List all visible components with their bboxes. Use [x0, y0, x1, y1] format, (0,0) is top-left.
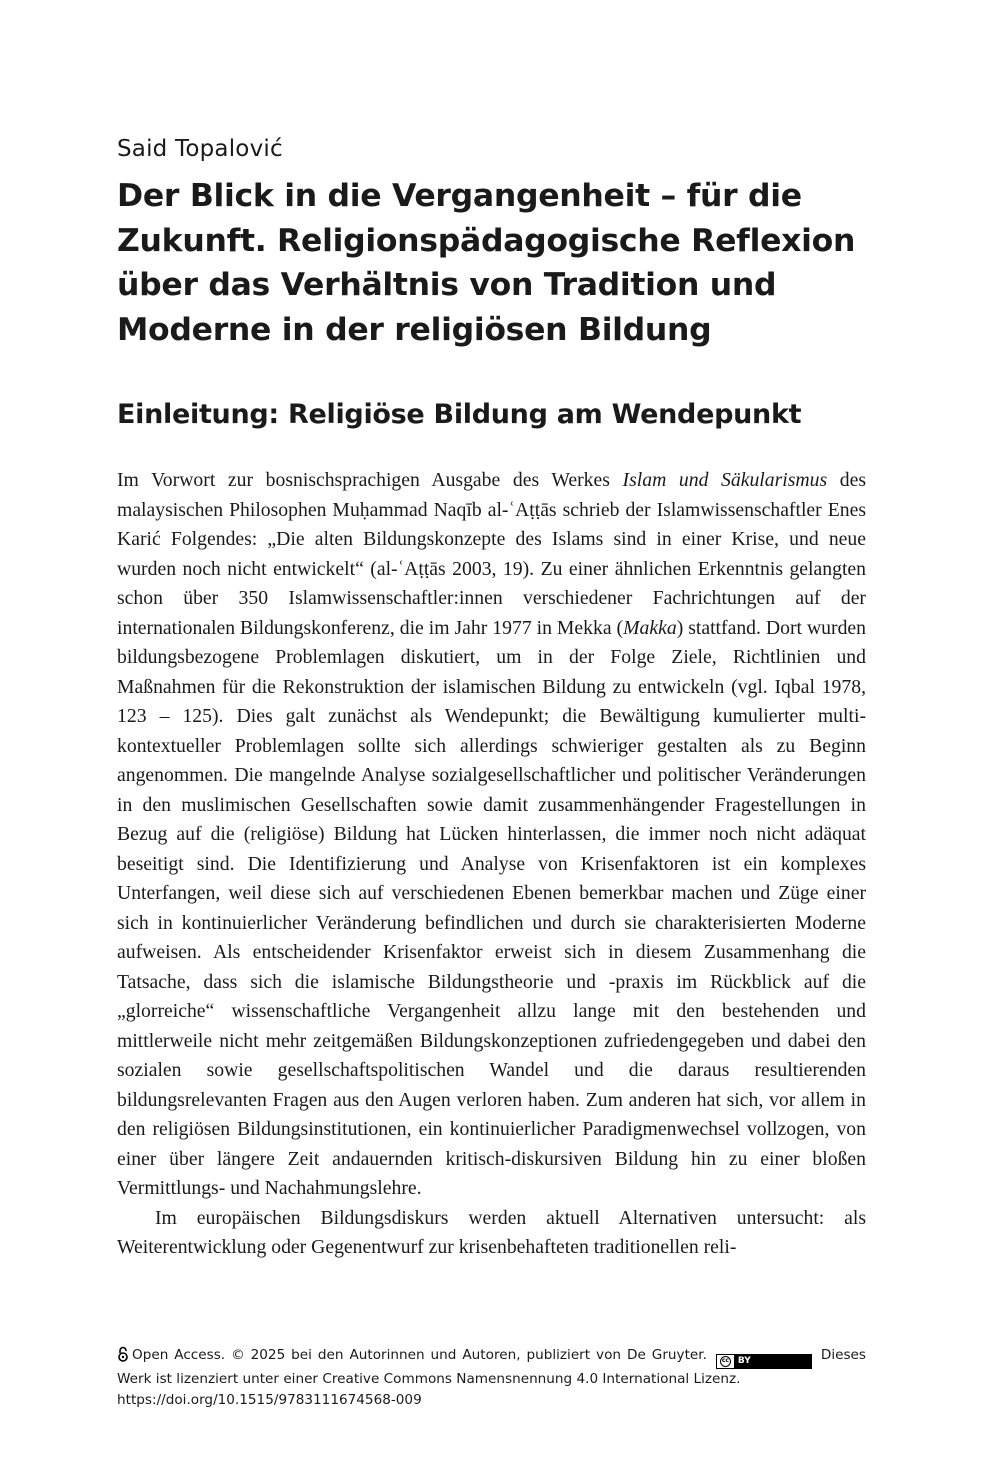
- paragraph-1: [117, 466, 866, 1204]
- license-text-after: Dieses Werk ist lizenziert unter einer Creative Commons Namensnennung 4.0 International Lizenz.: [117, 1347, 866, 1387]
- paragraph-2: Im europäischen Bildungsdiskurs werden aktuell Alternativen untersucht: als Weiterentwicklung oder Gegenentwurf zur krisenbehafteten traditionellen reli-: [117, 1206, 866, 1258]
- paragraph-1-part-a: Im Vorwort zur bosnischsprachigen Ausgabe des Werkes: [117, 469, 623, 491]
- author-name: Said Topalović: [117, 136, 283, 162]
- license-text-before: Open Access. © 2025 bei den Autorinnen und Autoren, publiziert von De Gruyter.: [132, 1347, 707, 1363]
- chapter-title: Der Blick in die Vergangenheit – für die Zukunft. Religionspädagogische Reflexion über das Verhältnis von Tradition und Moderne in der religiösen Bildung: [117, 178, 856, 348]
- book-title-italic: Islam und Säkularismus: [622, 469, 828, 491]
- cc-badge-left: cc: [720, 1356, 731, 1367]
- license-footer: [117, 1345, 866, 1411]
- doi-link[interactable]: https://doi.org/10.1515/9783111674568-009: [117, 1392, 422, 1408]
- open-access-lock-icon: [117, 1346, 129, 1362]
- place-name-italic: Makka: [623, 616, 677, 639]
- body-text: [117, 466, 866, 1263]
- paragraph-1-part-c: ) stattfand. Dort wurden bildungsbezogene Problemlagen diskutiert, um in der Folge Ziele, Richtlinien und Maßnahmen für die Rekonstruktion der islamischen Bildung zu entwickeln (vgl. Iqbal 1978, 123 – 125). Dies galt zunächst als Wendepunkt; die Bewältigung kumulierter multi-kontextueller Problemlagen sollte sich allerdings schwieriger gestalten als zu Beginn angenommen. Die mangelnde Analyse sozialgesellschaftlicher und politischer Veränderungen in den muslimischen Gesellschaften sowie damit zusammenhängender Fragestellungen in Bezug auf die (religiöse) Bildung hat Lücken hinterlassen, die immer noch nicht adäquat beseitigt sind. Die Identifizierung und Analyse von Krisenfaktoren ist ein komplexes Unterfangen, weil diese sich auf verschiedenen Ebenen bemerkbar machen und Züge einer sich in kontinuierlicher Veränderung befindlichen und durch sie charakterisierten Moderne aufweisen. Als entscheidender Krisenfaktor erweist sich in diesem Zusammenhang die Tatsache, dass sich die islamische Bildungstheorie und -praxis im Rückblick auf die „glorreiche“ wissenschaftliche Vergangenheit allzu lange mit den bestehenden und mittlerweile nicht mehr zeitgemäßen Bildungskonzeptionen zufriedengegeben und dabei den sozialen sowie gesellschaftspolitischen Wandel und die daraus resultierenden bildungsrelevanten Fragen aus den Augen verloren haben. Zum anderen hat sich, vor allem in den religiösen Bildungsinstitutionen, ein kontinuierlicher Paradigmenwechsel vollzogen, von einer über längere Zeit andauernden kritisch-diskursiven Bildung hin zu einer bloßen Vermittlungs- und Nachahmungslehre.: [117, 616, 866, 1199]
- cc-badge-right: BY: [734, 1355, 811, 1368]
- section-heading: Einleitung: Religiöse Bildung am Wendepunkt: [117, 399, 802, 430]
- paragraph-1-part-b: des malaysischen Philosophen Muḥammad Naqīb al-ʿAṭṭās schrieb der Islamwissenschaftler Enes Karić Folgendes: „Die alten Bildungskonzepte des Islams sind in einer Krise, und neue wurden noch nicht entwickelt“ (al-ʿAṭṭās 2003, 19). Zu einer ähnlichen Erkenntnis gelangten schon über 350 Islamwissenschaftler:innen verschiedener Fachrichtungen auf der internationalen Bildungskonferenz, die im Jahr 1977 in Mekka (: [117, 469, 866, 639]
- cc-by-badge[interactable]: [716, 1354, 812, 1369]
